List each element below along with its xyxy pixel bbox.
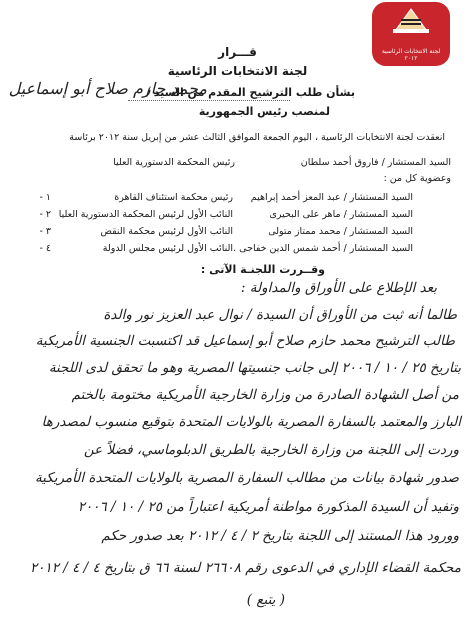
handwritten-line: صدور شهادة بيانات من مطالب السفارة المصرية بالولايات المتحدة الأمريكية: [34, 470, 459, 486]
member-title: رئيس محكمة استئناف القاهرة: [114, 192, 233, 203]
member-name: السيد المستشار / محمد ممتاز متولى: [268, 226, 413, 237]
handwritten-line: البارز والمعتمد بالسفارة المصرية بالولايات المتحدة بتوقيع منسوب لمصدرها: [41, 414, 461, 430]
request-line: بشأن طلب الترشيح المقدم من السيد /: [145, 86, 355, 99]
member-number: ٣ -: [39, 226, 51, 237]
handwritten-line: من أصل الشهادة الصادرة من وزارة الخارجية الأمريكية مختومة بالختم: [71, 387, 459, 403]
decision-subheading: وقــررت اللجنـة الآتى :: [200, 263, 325, 276]
intro-paragraph: [25, 130, 445, 145]
handwritten-line: طالب الترشيح محمد حازم صلاح أبو إسماعيل قد اكتسبت الجنسية الأمريكية: [35, 333, 455, 349]
handwritten-line: بعد الإطلاع على الأوراق والمداولة :: [240, 280, 437, 296]
position-line: لمنصب رئيس الجمهورية: [198, 105, 330, 118]
handwritten-line: وردت إلى اللجنة من وزارة الخارجية بالطريق الدبلوماسي، فضلاً عن: [83, 442, 459, 458]
member-title: النائب الأول لرئيس المحكمة الدستورية العليا: [58, 209, 233, 220]
handwritten-line: بتاريخ ٢٥ / ١٠ / ٢٠٠٦ إلى جانب جنسيتها المصرية وهو ما تحقق لدى اللجنة: [48, 360, 461, 376]
handwritten-line: وتفيد أن السيدة المذكورة مواطنة أمريكية اعتباراً من ٢٥ / ١٠ / ٢٠٠٦: [77, 499, 459, 515]
membership-label: وعضوية كل من :: [383, 173, 451, 184]
member-name: السيد المستشار / عبد المعز أحمد إبراهيم: [250, 192, 413, 203]
handwritten-line: طالما أنه ثبت من الأوراق أن السيدة / نوال عبد العزيز نور والدة: [103, 307, 457, 323]
member-name: السيد المستشار / ماهر على البحيرى: [269, 209, 413, 220]
handwritten-candidate-name: محمد حازم صلاح أبو إسماعيل: [8, 79, 207, 98]
committee-heading: لجنة الانتخابات الرئاسية: [167, 64, 308, 78]
name-underline: [128, 100, 290, 101]
member-title: النائب الأول لرئيس محكمة النقض: [100, 226, 233, 237]
handwritten-line: وورود هذا المستند إلى اللجنة بتاريخ ٢ / ٤ / ٢٠١٢ بعد صدور حكم: [101, 528, 459, 544]
member-number: ١ -: [39, 192, 51, 203]
pyramid-emblem-icon: [391, 5, 431, 35]
handwritten-line: محكمة القضاء الإداري في الدعوى رقم ٢٦٦٠٨ لسنة ٦٦ ق بتاريخ ٤ / ٤ / ٢٠١٢: [29, 560, 461, 576]
chair-title: رئيس المحكمة الدستورية العليا: [113, 157, 235, 168]
decision-heading: قـــرار: [218, 45, 257, 59]
handwritten-continued: ( يتبع ): [246, 592, 285, 608]
member-number: ٢ -: [39, 209, 51, 220]
logo-text: لجنة الانتخابات الرئاسية: [381, 48, 441, 55]
intro-line: انعقدت لجنة الانتخابات الرئاسية ، اليوم الجمعة الموافق الثالث عشر من إبريل سنة ٢٠١٢ برئاسة: [69, 132, 445, 143]
logo-year: ٢٠١٢: [404, 55, 418, 62]
member-name: السيد المستشار / أحمد شمس الدين خفاجى .: [233, 243, 413, 254]
member-title: النائب الأول لرئيس مجلس الدولة: [102, 243, 233, 254]
member-number: ٤ -: [39, 243, 51, 254]
chair-name: السيد المستشار / فاروق أحمد سلطان: [300, 157, 451, 168]
